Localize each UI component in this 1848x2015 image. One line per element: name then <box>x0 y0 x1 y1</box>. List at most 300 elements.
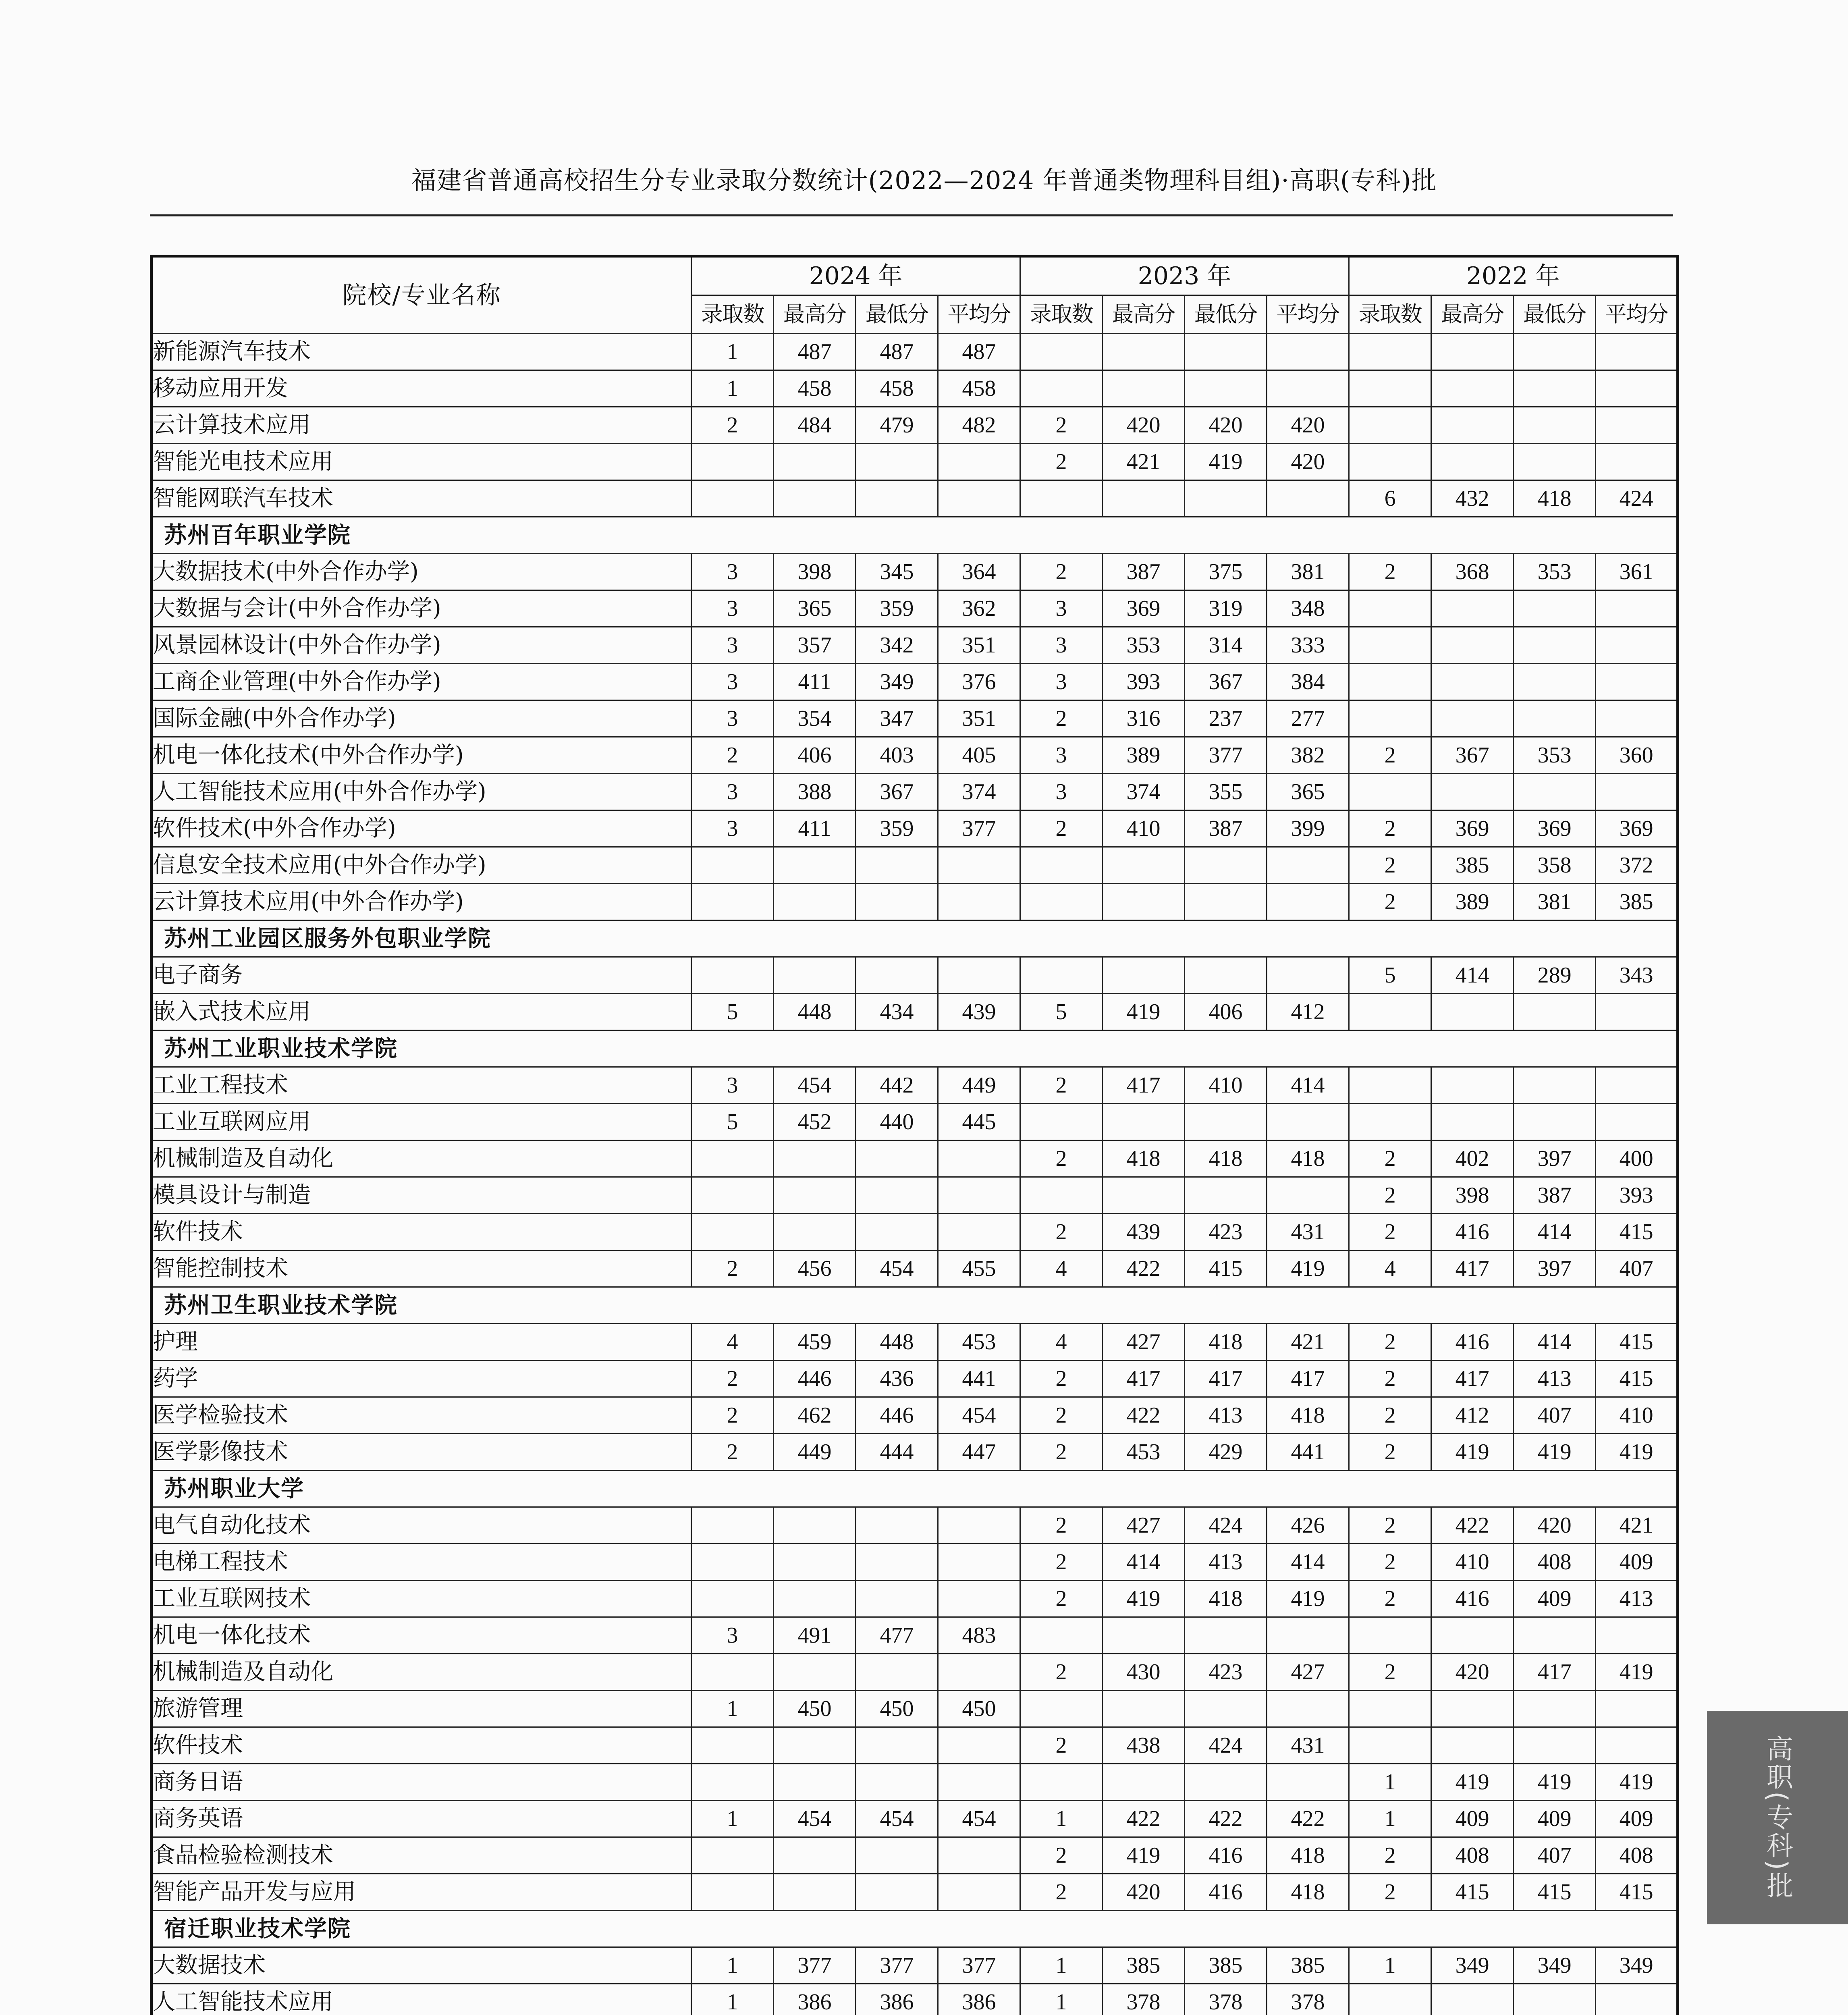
score-cell <box>691 1764 774 1801</box>
score-cell: 422 <box>1431 1507 1514 1544</box>
score-cell: 414 <box>1267 1544 1349 1581</box>
score-cell <box>1596 334 1678 370</box>
major-name: 智能控制技术 <box>152 1251 691 1287</box>
major-row <box>152 1654 1678 1691</box>
school-row <box>152 1911 1678 1947</box>
major-row <box>152 1507 1678 1544</box>
score-cell <box>774 1764 856 1801</box>
score-cell: 410 <box>1185 1067 1267 1104</box>
score-cell: 367 <box>856 774 938 810</box>
score-cell <box>1185 480 1267 517</box>
major-row <box>152 1874 1678 1911</box>
score-cell: 342 <box>856 627 938 664</box>
major-row <box>152 407 1678 444</box>
score-cell: 381 <box>1514 884 1596 920</box>
score-cell: 376 <box>938 664 1020 700</box>
score-cell: 389 <box>1103 737 1185 774</box>
score-cell: 418 <box>1185 1581 1267 1617</box>
school-name: 苏州职业大学 <box>152 1471 1678 1507</box>
score-cell: 414 <box>1431 957 1514 994</box>
major-name: 商务英语 <box>152 1801 691 1837</box>
score-cell: 358 <box>1514 847 1596 884</box>
major-row <box>152 1397 1678 1434</box>
score-cell: 2 <box>1349 884 1431 920</box>
score-cell <box>1185 884 1267 920</box>
score-cell: 2 <box>1349 1140 1431 1177</box>
score-cell: 2 <box>1020 1727 1103 1764</box>
score-cell: 487 <box>774 334 856 370</box>
score-cell: 5 <box>1349 957 1431 994</box>
score-cell <box>1267 370 1349 407</box>
score-cell: 421 <box>1267 1324 1349 1361</box>
score-cell: 3 <box>691 774 774 810</box>
score-cell <box>1596 1691 1678 1727</box>
score-cell <box>1514 1691 1596 1727</box>
score-cell <box>1514 1104 1596 1140</box>
score-cell <box>1514 444 1596 480</box>
score-cell <box>1431 1691 1514 1727</box>
score-cell <box>1185 1104 1267 1140</box>
score-cell <box>1020 370 1103 407</box>
score-cell: 2 <box>1349 1177 1431 1214</box>
score-cell <box>691 1654 774 1691</box>
score-cell: 420 <box>1103 1874 1185 1911</box>
score-cell: 353 <box>1103 627 1185 664</box>
major-row <box>152 1324 1678 1361</box>
score-cell: 454 <box>774 1801 856 1837</box>
score-cell <box>1185 957 1267 994</box>
score-cell <box>774 884 856 920</box>
score-cell: 450 <box>774 1691 856 1727</box>
score-cell: 359 <box>856 810 938 847</box>
major-row <box>152 774 1678 810</box>
score-cell: 386 <box>938 1984 1020 2015</box>
score-cell: 454 <box>856 1251 938 1287</box>
score-cell <box>856 480 938 517</box>
score-cell: 375 <box>1185 554 1267 590</box>
score-cell: 378 <box>1103 1984 1185 2015</box>
score-cell: 386 <box>774 1984 856 2015</box>
score-cell: 2 <box>1020 810 1103 847</box>
score-cell: 418 <box>1267 1140 1349 1177</box>
score-cell: 445 <box>938 1104 1020 1140</box>
major-name: 移动应用开发 <box>152 370 691 407</box>
score-cell: 384 <box>1267 664 1349 700</box>
score-cell: 3 <box>691 627 774 664</box>
major-name: 工业工程技术 <box>152 1067 691 1104</box>
score-cell: 367 <box>1185 664 1267 700</box>
score-cell: 419 <box>1103 1837 1185 1874</box>
score-cell <box>1185 1177 1267 1214</box>
score-cell: 1 <box>1349 1764 1431 1801</box>
score-cell <box>938 957 1020 994</box>
school-row <box>152 1471 1678 1507</box>
score-cell: 419 <box>1431 1764 1514 1801</box>
score-cell: 2 <box>691 407 774 444</box>
score-cell: 3 <box>691 810 774 847</box>
score-cell: 420 <box>1103 407 1185 444</box>
score-cell: 385 <box>1267 1947 1349 1984</box>
score-cell: 447 <box>938 1434 1020 1471</box>
score-cell: 454 <box>774 1067 856 1104</box>
major-name: 食品检验检测技术 <box>152 1837 691 1874</box>
score-cell: 1 <box>691 334 774 370</box>
score-cell: 406 <box>774 737 856 774</box>
score-cell <box>1514 407 1596 444</box>
score-cell <box>1349 774 1431 810</box>
score-cell: 438 <box>1103 1727 1185 1764</box>
score-cell: 415 <box>1596 1874 1678 1911</box>
score-cell <box>1596 1727 1678 1764</box>
score-cell: 377 <box>1185 737 1267 774</box>
score-cell <box>1431 1727 1514 1764</box>
score-cell <box>691 444 774 480</box>
score-cell: 367 <box>1431 737 1514 774</box>
major-name: 机电一体化技术(中外合作办学) <box>152 737 691 774</box>
score-cell: 353 <box>1514 737 1596 774</box>
score-cell <box>1020 1617 1103 1654</box>
score-cell: 2 <box>1020 1581 1103 1617</box>
score-cell: 2 <box>1020 1140 1103 1177</box>
school-name: 苏州卫生职业技术学院 <box>152 1287 1678 1324</box>
score-cell <box>938 1544 1020 1581</box>
major-name: 工商企业管理(中外合作办学) <box>152 664 691 700</box>
score-cell <box>774 1581 856 1617</box>
score-cell: 450 <box>856 1691 938 1727</box>
score-cell: 377 <box>856 1947 938 1984</box>
score-cell: 397 <box>1514 1140 1596 1177</box>
score-cell <box>1596 444 1678 480</box>
score-cell: 424 <box>1185 1727 1267 1764</box>
score-cell <box>1514 370 1596 407</box>
score-cell: 424 <box>1596 480 1678 517</box>
score-cell <box>774 1177 856 1214</box>
sub-column-header: 录取数 <box>1020 295 1103 334</box>
score-cell: 3 <box>1020 627 1103 664</box>
major-name: 大数据技术(中外合作办学) <box>152 554 691 590</box>
score-cell: 2 <box>1349 1434 1431 1471</box>
score-cell <box>691 957 774 994</box>
score-cell: 349 <box>1431 1947 1514 1984</box>
score-cell: 2 <box>691 1397 774 1434</box>
score-cell: 406 <box>1185 994 1267 1030</box>
score-cell: 1 <box>691 370 774 407</box>
score-cell: 449 <box>774 1434 856 1471</box>
score-cell: 369 <box>1431 810 1514 847</box>
score-cell: 440 <box>856 1104 938 1140</box>
year-header-2024: 2024 年 <box>691 256 1020 295</box>
score-cell <box>1431 1067 1514 1104</box>
score-cell: 2 <box>1020 1397 1103 1434</box>
major-row <box>152 994 1678 1030</box>
score-cell <box>1431 590 1514 627</box>
score-cell <box>938 480 1020 517</box>
score-cell: 456 <box>774 1251 856 1287</box>
score-cell <box>1020 1764 1103 1801</box>
score-cell <box>1267 1104 1349 1140</box>
score-cell: 422 <box>1103 1251 1185 1287</box>
major-name: 智能光电技术应用 <box>152 444 691 480</box>
score-cell <box>1514 774 1596 810</box>
major-row <box>152 1947 1678 1984</box>
score-cell <box>938 1214 1020 1251</box>
major-name: 护理 <box>152 1324 691 1361</box>
major-name: 云计算技术应用(中外合作办学) <box>152 884 691 920</box>
score-cell: 2 <box>1020 1874 1103 1911</box>
score-cell: 411 <box>774 810 856 847</box>
score-cell <box>938 1764 1020 1801</box>
score-cell <box>1431 1104 1514 1140</box>
score-cell <box>856 1874 938 1911</box>
score-cell: 413 <box>1185 1544 1267 1581</box>
score-cell: 2 <box>691 737 774 774</box>
score-cell: 4 <box>1020 1251 1103 1287</box>
major-row <box>152 1801 1678 1837</box>
score-cell <box>774 444 856 480</box>
score-cell <box>1185 847 1267 884</box>
score-cell: 431 <box>1267 1214 1349 1251</box>
score-cell: 378 <box>1185 1984 1267 2015</box>
score-cell <box>938 1654 1020 1691</box>
score-cell: 364 <box>938 554 1020 590</box>
score-cell <box>1267 884 1349 920</box>
sub-column-header: 最高分 <box>1431 295 1514 334</box>
score-cell: 423 <box>1185 1654 1267 1691</box>
score-cell: 2 <box>1020 700 1103 737</box>
score-cell: 2 <box>1349 1507 1431 1544</box>
score-cell: 365 <box>774 590 856 627</box>
score-cell: 360 <box>1596 737 1678 774</box>
score-cell: 418 <box>1267 1874 1349 1911</box>
score-cell: 419 <box>1431 1434 1514 1471</box>
score-cell <box>938 444 1020 480</box>
score-cell: 1 <box>691 1984 774 2015</box>
score-cell: 372 <box>1596 847 1678 884</box>
score-cell: 446 <box>856 1397 938 1434</box>
score-cell: 416 <box>1431 1581 1514 1617</box>
score-cell <box>1020 480 1103 517</box>
major-name: 嵌入式技术应用 <box>152 994 691 1030</box>
major-row <box>152 370 1678 407</box>
score-cell: 414 <box>1514 1214 1596 1251</box>
score-cell: 429 <box>1185 1434 1267 1471</box>
score-cell: 2 <box>1020 1214 1103 1251</box>
score-cell <box>856 1764 938 1801</box>
score-cell <box>1431 774 1514 810</box>
score-cell: 422 <box>1185 1801 1267 1837</box>
side-tab-label: 高职(专科)批 <box>1762 1735 1793 1900</box>
score-cell <box>1596 370 1678 407</box>
score-cell <box>1020 957 1103 994</box>
score-cell <box>938 1140 1020 1177</box>
score-cell: 436 <box>856 1361 938 1397</box>
score-cell: 2 <box>1349 1361 1431 1397</box>
score-cell <box>1514 994 1596 1030</box>
score-cell: 408 <box>1514 1544 1596 1581</box>
score-cell: 422 <box>1103 1397 1185 1434</box>
score-cell: 454 <box>938 1801 1020 1837</box>
score-cell: 357 <box>774 627 856 664</box>
score-cell: 417 <box>1103 1067 1185 1104</box>
major-row <box>152 1177 1678 1214</box>
major-name: 人工智能技术应用 <box>152 1984 691 2015</box>
school-row <box>152 1030 1678 1067</box>
score-cell <box>1103 334 1185 370</box>
score-cell: 417 <box>1267 1361 1349 1397</box>
score-cell <box>1349 700 1431 737</box>
major-row <box>152 1984 1678 2015</box>
major-row <box>152 664 1678 700</box>
sub-column-header: 最低分 <box>1514 295 1596 334</box>
score-cell: 421 <box>1103 444 1185 480</box>
score-cell <box>1349 1617 1431 1654</box>
score-cell <box>1103 884 1185 920</box>
score-cell: 415 <box>1596 1361 1678 1397</box>
score-cell: 418 <box>1185 1140 1267 1177</box>
score-cell <box>856 1507 938 1544</box>
score-cell: 277 <box>1267 700 1349 737</box>
table-body <box>152 334 1678 2015</box>
score-cell <box>1596 1617 1678 1654</box>
score-cell: 369 <box>1103 590 1185 627</box>
score-cell: 417 <box>1103 1361 1185 1397</box>
score-cell <box>856 1581 938 1617</box>
score-cell <box>1596 627 1678 664</box>
major-name: 工业互联网应用 <box>152 1104 691 1140</box>
score-cell: 454 <box>938 1397 1020 1434</box>
major-name: 电梯工程技术 <box>152 1544 691 1581</box>
score-cell: 419 <box>1514 1764 1596 1801</box>
major-row <box>152 1837 1678 1874</box>
score-cell: 2 <box>1349 1324 1431 1361</box>
score-cell: 2 <box>1349 554 1431 590</box>
score-cell: 1 <box>1349 1947 1431 1984</box>
score-cell <box>1431 664 1514 700</box>
score-cell <box>1020 1104 1103 1140</box>
score-cell: 458 <box>774 370 856 407</box>
score-cell: 487 <box>856 334 938 370</box>
score-cell <box>691 1507 774 1544</box>
major-name: 大数据技术 <box>152 1947 691 1984</box>
table-header <box>152 256 1678 334</box>
score-cell: 420 <box>1431 1654 1514 1691</box>
score-cell: 345 <box>856 554 938 590</box>
score-cell <box>1349 334 1431 370</box>
sub-column-header: 录取数 <box>691 295 774 334</box>
score-cell <box>1431 627 1514 664</box>
score-cell: 417 <box>1185 1361 1267 1397</box>
score-cell: 2 <box>1020 1361 1103 1397</box>
score-cell <box>1514 1727 1596 1764</box>
score-cell: 420 <box>1514 1507 1596 1544</box>
score-cell: 4 <box>1020 1324 1103 1361</box>
score-cell <box>1349 444 1431 480</box>
score-cell: 2 <box>691 1251 774 1287</box>
score-cell: 416 <box>1431 1214 1514 1251</box>
major-name: 人工智能技术应用(中外合作办学) <box>152 774 691 810</box>
score-cell: 2 <box>1349 1581 1431 1617</box>
major-row <box>152 1251 1678 1287</box>
score-cell: 359 <box>856 590 938 627</box>
score-cell: 351 <box>938 700 1020 737</box>
sub-column-header: 最低分 <box>856 295 938 334</box>
name-column-header: 院校/专业名称 <box>152 256 691 334</box>
major-row <box>152 737 1678 774</box>
score-cell <box>856 1140 938 1177</box>
score-cell: 420 <box>1267 444 1349 480</box>
score-cell <box>1103 957 1185 994</box>
score-cell: 399 <box>1267 810 1349 847</box>
major-row <box>152 1104 1678 1140</box>
school-name: 苏州百年职业学院 <box>152 517 1678 554</box>
score-cell: 385 <box>1185 1947 1267 1984</box>
score-cell: 410 <box>1431 1544 1514 1581</box>
score-cell: 419 <box>1596 1654 1678 1691</box>
major-name: 信息安全技术应用(中外合作办学) <box>152 847 691 884</box>
major-name: 新能源汽车技术 <box>152 334 691 370</box>
score-cell: 3 <box>1020 737 1103 774</box>
score-cell <box>1185 1691 1267 1727</box>
year-header-2023: 2023 年 <box>1020 256 1349 295</box>
score-cell: 2 <box>1349 1654 1431 1691</box>
major-name: 大数据与会计(中外合作办学) <box>152 590 691 627</box>
score-cell <box>1185 1764 1267 1801</box>
score-cell: 348 <box>1267 590 1349 627</box>
score-cell <box>1596 664 1678 700</box>
score-cell <box>1349 994 1431 1030</box>
score-cell <box>1020 334 1103 370</box>
score-cell: 2 <box>1020 554 1103 590</box>
score-cell: 484 <box>774 407 856 444</box>
score-cell <box>774 1837 856 1874</box>
score-cell: 402 <box>1431 1140 1514 1177</box>
score-cell: 422 <box>1267 1801 1349 1837</box>
major-name: 机械制造及自动化 <box>152 1140 691 1177</box>
score-cell: 6 <box>1349 480 1431 517</box>
score-cell <box>938 1727 1020 1764</box>
major-name: 药学 <box>152 1361 691 1397</box>
score-cell <box>1349 370 1431 407</box>
score-cell <box>1267 1617 1349 1654</box>
major-name: 软件技术 <box>152 1214 691 1251</box>
major-row <box>152 334 1678 370</box>
major-row <box>152 1140 1678 1177</box>
score-cell: 483 <box>938 1617 1020 1654</box>
score-cell: 419 <box>1103 1581 1185 1617</box>
score-cell: 419 <box>1267 1581 1349 1617</box>
score-cell: 378 <box>1267 1984 1349 2015</box>
score-cell <box>938 1581 1020 1617</box>
score-cell <box>1596 590 1678 627</box>
score-cell: 418 <box>1514 480 1596 517</box>
score-cell: 1 <box>691 1947 774 1984</box>
score-cell: 441 <box>1267 1434 1349 1471</box>
score-cell: 1 <box>1020 1984 1103 2015</box>
sub-column-header: 录取数 <box>1349 295 1431 334</box>
score-cell: 289 <box>1514 957 1596 994</box>
score-cell: 411 <box>774 664 856 700</box>
score-cell: 427 <box>1267 1654 1349 1691</box>
score-cell: 4 <box>1349 1251 1431 1287</box>
score-cell <box>1514 1067 1596 1104</box>
major-row <box>152 1434 1678 1471</box>
major-name: 国际金融(中外合作办学) <box>152 700 691 737</box>
score-cell: 419 <box>1103 994 1185 1030</box>
score-cell <box>1349 1104 1431 1140</box>
score-cell: 3 <box>691 664 774 700</box>
major-row <box>152 957 1678 994</box>
score-cell: 416 <box>1185 1837 1267 1874</box>
